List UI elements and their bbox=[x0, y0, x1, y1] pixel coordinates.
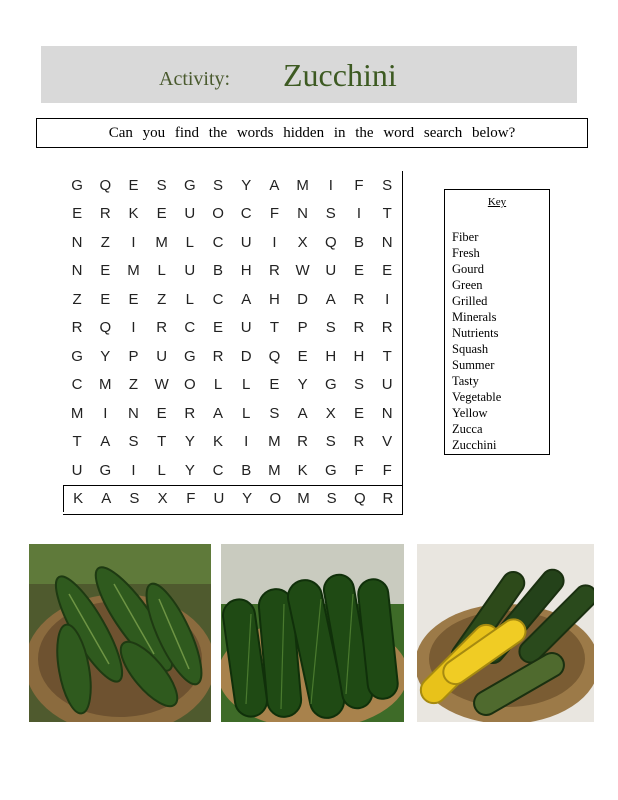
grid-letter: U bbox=[240, 319, 252, 337]
grid-letter: Q bbox=[99, 319, 112, 337]
key-word: Tasty bbox=[452, 374, 479, 388]
grid-letter: A bbox=[101, 490, 112, 507]
grid-letter: G bbox=[71, 176, 83, 194]
key-word-list bbox=[452, 229, 501, 453]
grid-letter: S bbox=[128, 433, 139, 451]
grid-letter: R bbox=[353, 319, 365, 337]
grid-letter: L bbox=[185, 233, 195, 251]
grid-letter: E bbox=[353, 262, 364, 280]
grid-letter: G bbox=[184, 347, 196, 365]
grid-letter: N bbox=[71, 262, 83, 280]
grid-letter: M bbox=[155, 233, 168, 251]
grid-letter: C bbox=[212, 461, 224, 479]
grid-letter: R bbox=[71, 319, 83, 337]
key-word: Gourd bbox=[452, 262, 484, 276]
grid-letter: H bbox=[353, 347, 365, 365]
grid-letter: X bbox=[157, 490, 168, 507]
grid-letter: I bbox=[356, 205, 362, 223]
grid-letter: H bbox=[325, 347, 337, 365]
grid-letter: F bbox=[354, 461, 364, 479]
grid-letter: M bbox=[268, 461, 281, 479]
grid-row bbox=[63, 428, 402, 457]
grid-letter: H bbox=[268, 290, 280, 308]
grid-letter: R bbox=[382, 490, 394, 507]
grid-letter: K bbox=[297, 461, 308, 479]
grid-letter: H bbox=[240, 262, 252, 280]
grid-letter: S bbox=[156, 176, 167, 194]
grid-letter: T bbox=[382, 347, 392, 365]
grid-letter: P bbox=[297, 319, 308, 337]
grid-row bbox=[63, 228, 402, 257]
grid-letter: X bbox=[325, 404, 336, 422]
grid-letter: N bbox=[128, 404, 139, 422]
grid-row bbox=[63, 485, 402, 512]
grid-letter: I bbox=[328, 176, 333, 194]
grid-letter: A bbox=[100, 433, 111, 451]
grid-letter: S bbox=[325, 433, 336, 451]
grid-letter: B bbox=[353, 233, 364, 251]
grid-row bbox=[63, 171, 402, 200]
grid-letter: U bbox=[213, 490, 225, 507]
grid-letter: I bbox=[385, 290, 390, 308]
grid-letter: E bbox=[128, 176, 139, 194]
grid-letter: Y bbox=[242, 490, 253, 507]
page-title: Zucchini bbox=[283, 57, 397, 93]
grid-letter: S bbox=[382, 176, 393, 194]
grid-row bbox=[63, 257, 402, 286]
grid-letter: U bbox=[381, 376, 393, 394]
grid-letter: T bbox=[72, 433, 82, 451]
grid-letter: N bbox=[381, 404, 393, 422]
key-word: Fiber bbox=[452, 230, 479, 244]
grid-letter: K bbox=[128, 205, 139, 223]
grid-letter: E bbox=[297, 347, 308, 365]
zucchini-photo-2 bbox=[221, 544, 404, 722]
grid-letter: N bbox=[297, 205, 309, 223]
grid-letter: U bbox=[184, 262, 196, 280]
grid-letter: O bbox=[212, 205, 224, 223]
grid-row bbox=[63, 399, 402, 428]
grid-letter: O bbox=[269, 490, 282, 507]
grid-letter: S bbox=[325, 319, 336, 337]
grid-letter: N bbox=[381, 233, 393, 251]
grid-letter: E bbox=[72, 205, 83, 223]
grid-letter: A bbox=[297, 404, 308, 422]
grid-letter: K bbox=[73, 490, 84, 507]
grid-letter: W bbox=[154, 376, 169, 394]
key-word: Yellow bbox=[452, 406, 488, 420]
grid-letter: I bbox=[131, 461, 136, 479]
grid-letter: F bbox=[186, 490, 196, 507]
grid-letter: Z bbox=[128, 376, 139, 394]
grid-letter: C bbox=[240, 205, 252, 223]
grid-letter: O bbox=[184, 376, 196, 394]
grid-letter: C bbox=[184, 319, 196, 337]
key-word: Zucca bbox=[452, 422, 483, 436]
grid-letter: I bbox=[131, 233, 136, 251]
instructions-box: Can you find the words hidden in the word search below? bbox=[36, 118, 588, 148]
grid-letter: S bbox=[326, 490, 337, 507]
grid-letter: S bbox=[353, 376, 364, 394]
grid-row bbox=[63, 456, 402, 485]
grid-letter: S bbox=[325, 205, 336, 223]
grid-letter: D bbox=[297, 290, 309, 308]
grid-letter: E bbox=[353, 404, 364, 422]
grid-letter: T bbox=[157, 433, 167, 451]
grid-letter: T bbox=[382, 205, 392, 223]
key-word: Minerals bbox=[452, 310, 497, 324]
grid-letter: C bbox=[212, 233, 224, 251]
key-word: Grilled bbox=[452, 294, 488, 308]
grid-letter: Z bbox=[72, 290, 82, 308]
grid-row bbox=[63, 314, 402, 343]
grid-letter: A bbox=[325, 290, 336, 308]
key-heading: Key bbox=[487, 196, 507, 208]
grid-letter: G bbox=[99, 461, 112, 479]
grid-letter: I bbox=[272, 233, 277, 251]
grid-letter: A bbox=[213, 404, 224, 422]
grid-letter: A bbox=[269, 176, 280, 194]
grid-letter: R bbox=[353, 290, 365, 308]
grid-letter: R bbox=[381, 319, 393, 337]
grid-letter: S bbox=[269, 404, 280, 422]
grid-letter: L bbox=[242, 376, 251, 394]
grid-letter: D bbox=[240, 347, 252, 365]
grid-letter: Y bbox=[184, 433, 195, 451]
grid-letter: R bbox=[212, 347, 224, 365]
zucchini-photo-1 bbox=[29, 544, 211, 722]
grid-letter: N bbox=[71, 233, 83, 251]
grid-letter: B bbox=[213, 262, 224, 280]
grid-letter: M bbox=[297, 490, 310, 507]
key-word: Green bbox=[452, 278, 483, 292]
grid-letter: Q bbox=[99, 176, 112, 194]
grid-letter: A bbox=[241, 290, 252, 308]
grid-letter: Q bbox=[268, 347, 281, 365]
grid-letter: G bbox=[324, 461, 337, 479]
grid-letter: E bbox=[382, 262, 393, 280]
grid-letter: C bbox=[212, 290, 224, 308]
grid-letter: E bbox=[269, 376, 280, 394]
grid-row bbox=[63, 371, 402, 400]
grid-letter: S bbox=[129, 490, 140, 507]
grid-letter: U bbox=[325, 262, 337, 280]
grid-letter: F bbox=[382, 461, 392, 479]
grid-letter: C bbox=[71, 376, 83, 394]
key-word: Summer bbox=[452, 358, 495, 372]
grid-letter: E bbox=[100, 290, 111, 308]
zucchini-photo-3 bbox=[417, 544, 594, 722]
grid-letter: Y bbox=[241, 176, 252, 194]
word-search-grid bbox=[63, 171, 403, 515]
grid-letter: V bbox=[382, 433, 393, 451]
grid-row bbox=[63, 285, 402, 314]
grid-letter: Q bbox=[324, 233, 337, 251]
grid-letter: M bbox=[268, 433, 281, 451]
grid-letter: I bbox=[244, 433, 249, 451]
key-word: Vegetable bbox=[452, 390, 502, 404]
grid-letter: U bbox=[71, 461, 83, 479]
grid-letter: Y bbox=[100, 347, 111, 365]
grid-letter: Z bbox=[100, 233, 110, 251]
grid-letter: M bbox=[99, 376, 112, 394]
grid-letter: L bbox=[157, 262, 166, 280]
grid-letter: X bbox=[297, 233, 308, 251]
grid-letter: L bbox=[185, 290, 195, 308]
grid-letter: U bbox=[156, 347, 168, 365]
grid-letter: E bbox=[100, 262, 111, 280]
grid-letter: G bbox=[324, 376, 337, 394]
grid-row bbox=[63, 200, 402, 229]
grid-letter: M bbox=[296, 176, 309, 194]
key-word: Fresh bbox=[452, 246, 480, 260]
word-key-box bbox=[444, 189, 550, 455]
grid-letter: Y bbox=[297, 376, 308, 394]
grid-letter: Z bbox=[157, 290, 167, 308]
key-word: Nutrients bbox=[452, 326, 499, 340]
grid-letter: M bbox=[127, 262, 140, 280]
grid-letter: Q bbox=[353, 490, 366, 507]
grid-letter: R bbox=[353, 433, 365, 451]
grid-letter: K bbox=[213, 433, 224, 451]
grid-letter: E bbox=[156, 205, 167, 223]
grid-letter: T bbox=[269, 319, 279, 337]
grid-letter: L bbox=[157, 461, 166, 479]
grid-letter: F bbox=[354, 176, 364, 194]
grid-letter: B bbox=[241, 461, 252, 479]
grid-letter: M bbox=[70, 404, 84, 422]
grid-letter: E bbox=[156, 404, 167, 422]
grid-letter: L bbox=[242, 404, 251, 422]
key-word: Zucchini bbox=[452, 438, 497, 452]
grid-letter: R bbox=[99, 205, 111, 223]
grid-letter: I bbox=[103, 404, 108, 422]
grid-letter: F bbox=[269, 205, 279, 223]
grid-letter: E bbox=[213, 319, 224, 337]
grid-letter: R bbox=[184, 404, 196, 422]
grid-letter: P bbox=[128, 347, 139, 365]
grid-letter: G bbox=[71, 347, 83, 365]
grid-letter: I bbox=[131, 319, 136, 337]
key-word: Squash bbox=[452, 342, 489, 356]
grid-letter: U bbox=[240, 233, 252, 251]
title-banner bbox=[41, 46, 577, 103]
grid-letter: S bbox=[213, 176, 224, 194]
grid-row bbox=[63, 342, 402, 371]
grid-letter: R bbox=[156, 319, 168, 337]
grid-letter: L bbox=[213, 376, 223, 394]
grid-letter: Y bbox=[184, 461, 195, 479]
grid-letter: R bbox=[268, 262, 280, 280]
grid-letter: R bbox=[297, 433, 309, 451]
grid-letter: W bbox=[295, 262, 310, 280]
grid-letter: E bbox=[128, 290, 139, 308]
grid-letter: U bbox=[184, 205, 196, 223]
grid-letter: G bbox=[184, 176, 196, 194]
activity-label: Activity: bbox=[159, 68, 231, 90]
